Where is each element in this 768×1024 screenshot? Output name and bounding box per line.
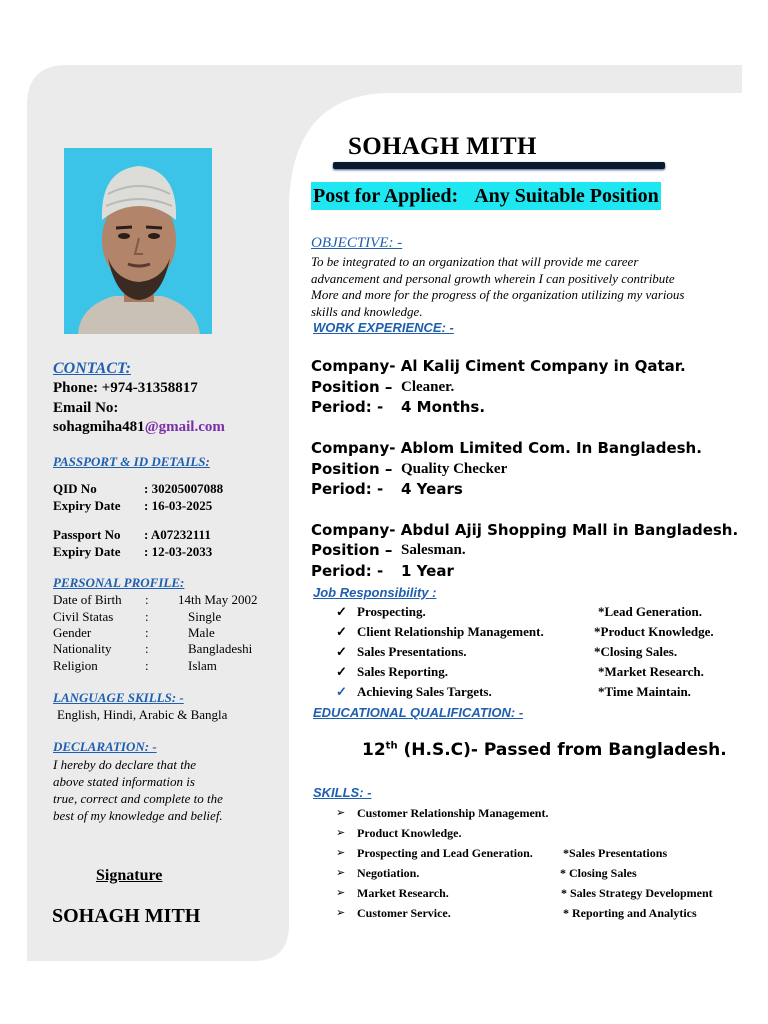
- education-text: (H.S.C)- Passed from Bangladesh.: [397, 740, 727, 760]
- profile-value: Bangladeshi: [188, 641, 253, 656]
- qid-expiry-value: : 16-03-2025: [144, 498, 213, 513]
- job-period-row: [311, 398, 486, 418]
- position-label: Position –: [311, 460, 393, 478]
- skill-row: [336, 826, 756, 844]
- profile-label: Gender: [53, 625, 92, 640]
- responsibility-item: *Time Maintain.: [598, 684, 691, 699]
- profile-row: [53, 641, 283, 658]
- declaration-line: true, correct and complete to the: [53, 791, 223, 806]
- passport-expiry-value: : 12-03-2033: [144, 544, 213, 559]
- qid-value: : 30205007088: [144, 481, 224, 496]
- email-domain: @gmail.com: [144, 419, 225, 435]
- education-level: 12: [362, 740, 386, 760]
- profile-value: Islam: [188, 658, 217, 673]
- arrow-bullet-icon: ➢: [336, 846, 346, 859]
- skill-item: Market Research.: [357, 886, 449, 900]
- responsibility-item: Achieving Sales Targets.: [357, 684, 492, 699]
- skill-row: [336, 846, 756, 864]
- job-period-row: [311, 562, 454, 582]
- responsibility-item: Sales Reporting.: [357, 664, 448, 679]
- objective-line: More and more for the progress of the organization utilizing my various: [311, 287, 685, 302]
- skill-item: * Closing Sales: [560, 866, 637, 880]
- profile-value: Male: [188, 625, 215, 640]
- responsibility-item: Sales Presentations.: [357, 644, 467, 659]
- period-value: 4 Months.: [401, 398, 486, 416]
- email-address[interactable]: [53, 419, 225, 436]
- signature-label: Signature: [96, 867, 163, 884]
- responsibility-item: *Product Knowledge.: [594, 624, 714, 639]
- skill-item: Customer Service.: [357, 906, 451, 920]
- skills-heading: SKILLS: -: [313, 785, 372, 800]
- position-value: Cleaner.: [401, 379, 455, 395]
- period-value: 1 Year: [401, 562, 454, 580]
- qid-label: QID No: [53, 481, 97, 496]
- declaration-text: [53, 756, 268, 824]
- profile-colon: :: [145, 658, 149, 673]
- check-icon: ✓: [336, 604, 347, 619]
- job-position-row: [311, 378, 455, 398]
- phone-number: Phone: +974-31358817: [53, 380, 198, 396]
- declaration-line: above stated information is: [53, 774, 195, 789]
- arrow-bullet-icon: ➢: [336, 806, 346, 819]
- objective-line: To be integrated to an organization that will provide me career: [311, 254, 639, 269]
- profile-colon: :: [145, 592, 149, 607]
- objective-line: advancement and personal growth wherein I can positively contribute: [311, 270, 675, 286]
- job-responsibility-heading: Job Responsibility :: [313, 585, 437, 600]
- email-user: sohagmiha481: [53, 419, 145, 435]
- job-position-row: [311, 460, 508, 480]
- profile-label: Nationality: [53, 641, 112, 656]
- skill-item: *Sales Presentations: [563, 846, 668, 860]
- objective-heading: OBJECTIVE: -: [311, 235, 403, 251]
- job-company: Company- Ablom Limited Com. In Bangladesh.: [311, 439, 702, 457]
- profile-value: Single: [188, 609, 222, 624]
- post-applied-banner: [311, 182, 661, 210]
- position-value: Quality Checker: [401, 461, 508, 477]
- responsibility-row: [336, 604, 756, 622]
- position-label: Position –: [311, 541, 393, 559]
- responsibility-row: [336, 624, 756, 642]
- post-value: Any Suitable Position: [474, 185, 659, 207]
- responsibility-item: *Lead Generation.: [598, 604, 702, 619]
- responsibility-item: Prospecting.: [357, 604, 426, 619]
- passport-expiry-label: Expiry Date: [53, 544, 121, 559]
- responsibility-row: [336, 644, 756, 662]
- responsibility-row: [336, 684, 756, 702]
- profile-row: [53, 609, 283, 626]
- job-position-row: [311, 541, 466, 561]
- period-label: Period: -: [311, 480, 384, 498]
- responsibility-row: [336, 664, 756, 682]
- profile-colon: :: [145, 625, 149, 640]
- arrow-bullet-icon: ➢: [336, 906, 346, 919]
- profile-label: Civil Statas: [53, 609, 114, 624]
- qid-expiry-label: Expiry Date: [53, 498, 121, 513]
- passport-heading: PASSPORT & ID DETAILS:: [53, 454, 210, 469]
- skill-item: Prospecting and Lead Generation.: [357, 846, 533, 860]
- declaration-heading: DECLARATION: -: [53, 739, 157, 754]
- profile-photo: [64, 148, 212, 334]
- education-suffix: th: [385, 740, 398, 752]
- check-icon: ✓: [336, 644, 347, 659]
- declaration-line: best of my knowledge and belief.: [53, 808, 223, 823]
- skill-item: Customer Relationship Management.: [357, 806, 549, 820]
- skill-row: [336, 886, 756, 904]
- period-value: 4 Years: [401, 480, 463, 498]
- language-heading: LANGUAGE SKILLS: -: [53, 690, 184, 705]
- post-label: Post for Applied:: [313, 185, 459, 207]
- skill-item: * Reporting and Analytics: [563, 906, 697, 920]
- education-heading: EDUCATIONAL QUALIFICATION: -: [313, 705, 524, 720]
- work-experience-heading: WORK EXPERIENCE: -: [313, 320, 454, 335]
- profile-row: [53, 592, 283, 609]
- email-label: Email No:: [53, 400, 119, 416]
- position-label: Position –: [311, 378, 393, 396]
- profile-label: Date of Birth: [53, 592, 122, 607]
- declaration-line: I hereby do declare that the: [53, 757, 197, 772]
- responsibility-item: *Closing Sales.: [594, 644, 678, 659]
- objective-line: skills and knowledge.: [311, 303, 423, 319]
- name-underline-bar: [333, 162, 665, 169]
- profile-row: [53, 658, 283, 675]
- check-icon: ✓: [336, 684, 347, 699]
- objective-text: [311, 254, 761, 320]
- job-company: Company- Abdul Ajij Shopping Mall in Bangladesh.: [311, 521, 739, 539]
- skill-row: [336, 906, 756, 924]
- profile-value: 14th May 2002: [178, 592, 258, 607]
- signature-name: SOHAGH MITH: [52, 905, 201, 927]
- profile-colon: :: [145, 641, 149, 656]
- candidate-name: SOHAGH MITH: [348, 133, 537, 160]
- profile-row: [53, 625, 283, 642]
- arrow-bullet-icon: ➢: [336, 866, 346, 879]
- education-entry: [362, 740, 727, 760]
- skill-item: Product Knowledge.: [357, 826, 462, 840]
- contact-heading: CONTACT:: [53, 360, 131, 377]
- language-list: English, Hindi, Arabic & Bangla: [57, 707, 228, 722]
- job-period-row: [311, 480, 463, 500]
- check-icon: ✓: [336, 664, 347, 679]
- period-label: Period: -: [311, 562, 384, 580]
- position-value: Salesman.: [401, 542, 466, 558]
- passport-value: : A07232111: [144, 527, 211, 542]
- passport-label: Passport No: [53, 527, 121, 542]
- skill-row: [336, 806, 756, 824]
- check-icon: ✓: [336, 624, 347, 639]
- responsibility-item: Client Relationship Management.: [357, 624, 544, 639]
- period-label: Period: -: [311, 398, 384, 416]
- profile-colon: :: [145, 609, 149, 624]
- personal-profile-heading: PERSONAL PROFILE:: [53, 575, 185, 590]
- arrow-bullet-icon: ➢: [336, 826, 346, 839]
- arrow-bullet-icon: ➢: [336, 886, 346, 899]
- skill-row: [336, 866, 756, 884]
- job-company: Company- Al Kalij Ciment Company in Qatar.: [311, 357, 686, 375]
- skill-item: Negotiation.: [357, 866, 420, 880]
- responsibility-item: *Market Research.: [598, 664, 704, 679]
- profile-label: Religion: [53, 658, 98, 673]
- skill-item: * Sales Strategy Development: [561, 886, 713, 900]
